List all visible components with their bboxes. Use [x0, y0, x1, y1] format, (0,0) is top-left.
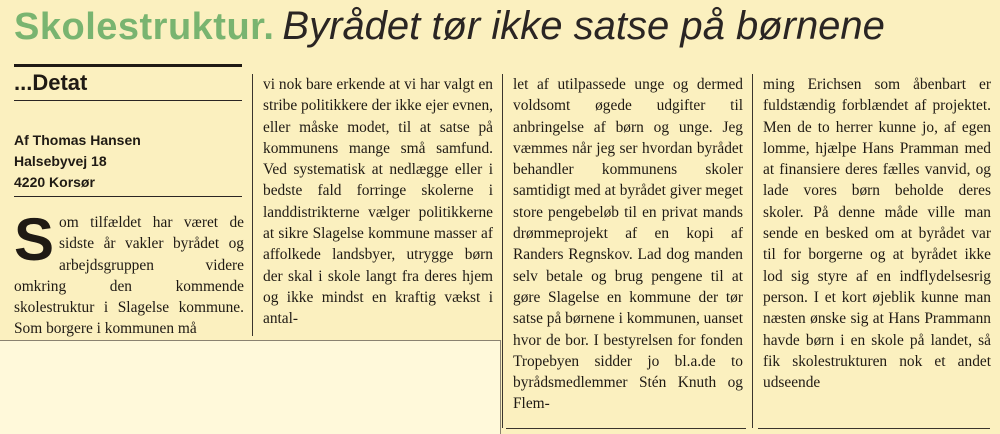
- bottom-rule: [758, 428, 990, 429]
- drop-cap: S: [14, 206, 55, 273]
- column-1-text: om tilfældet har været de sidste år vakler byrådet og arbejdsgruppen videre omkring den kommende skolestruktur i Slagelse kommune. Som borgere i kommunen må: [14, 214, 244, 338]
- article-column-3: [513, 74, 743, 415]
- section-label: ...Detat: [14, 70, 88, 95]
- column-4-text: ming Erichsen som åbenbart er fuldstændig forblændet af projektet. Men de to herrer kunne jo, af egen lomme, hjælpe Hans Pramman med at finansiere deres fælles vanvid, og lade vores børn beholde deres skoler. På denne måde ville man sende en besked om at byrådet var til for borgerne og at byrådet ikke lod sig styre af en indflydelsesrig person. I et kort øjeblik kunne man næsten ønske sig at Hans Prammann havde børn i en skole på landet, så fik skolestrukturen nok et andet udseende: [763, 76, 991, 392]
- section-rule-thin: [14, 100, 242, 101]
- byline-street: Halsebyvej 18: [14, 153, 107, 169]
- bottom-rule: [506, 428, 746, 429]
- headline-title: Byrådet tør ikke satse på børnene: [282, 4, 885, 48]
- column-divider: [502, 74, 503, 428]
- article-column-4: [763, 74, 991, 393]
- byline-city: 4220 Korsør: [14, 174, 95, 190]
- column-divider: [752, 74, 753, 428]
- byline-author: Af Thomas Hansen: [14, 132, 141, 148]
- column-2-text: vi nok bare erkende at vi har valgt en stribe politikkere der ikke ejer evnen, eller måske modet, til at satse på kommunens mange små samfund. Ved systematisk at nedlægge eller i bedste fald forringe skolerne i landdistrikterne vælger politikkerne at sikre Slagelse kommune masser af affolkede landsbyer, utrygge børn der skal i skole langt fra deres hjem og ikke mindst en kraftig vækst i antal-: [263, 76, 493, 328]
- section-rule-thick: [14, 64, 242, 67]
- empty-box: [0, 340, 501, 434]
- byline: [14, 130, 242, 193]
- column-3-text: let af utilpassede unge og dermed voldsomt øgede udgifter til anbringelse af børn og unge. Jeg væmmes når jeg ser hvordan byrådet behandler kommunens skoler samtidigt med at byrådet giver meget store pengebeløb til en privat mands drømmeprojekt af en kopi af Randers Regnskov. Lad dog manden selv betale og brug pengene til at gøre Slagelse en kommune der tør satse på børnene i kommunen, uanset hvor de bor. I bestyrelsen for fonden Tropebyen sidder jo bl.a.de to byrådsmedlemmer Stén Knuth og Flem-: [513, 76, 743, 413]
- byline-rule: [14, 196, 242, 197]
- column-divider: [252, 74, 253, 336]
- headline-kicker: Skolestruktur.: [14, 6, 275, 48]
- headline: [14, 4, 984, 60]
- article-column-1: [14, 206, 244, 340]
- article-column-2: [263, 74, 493, 330]
